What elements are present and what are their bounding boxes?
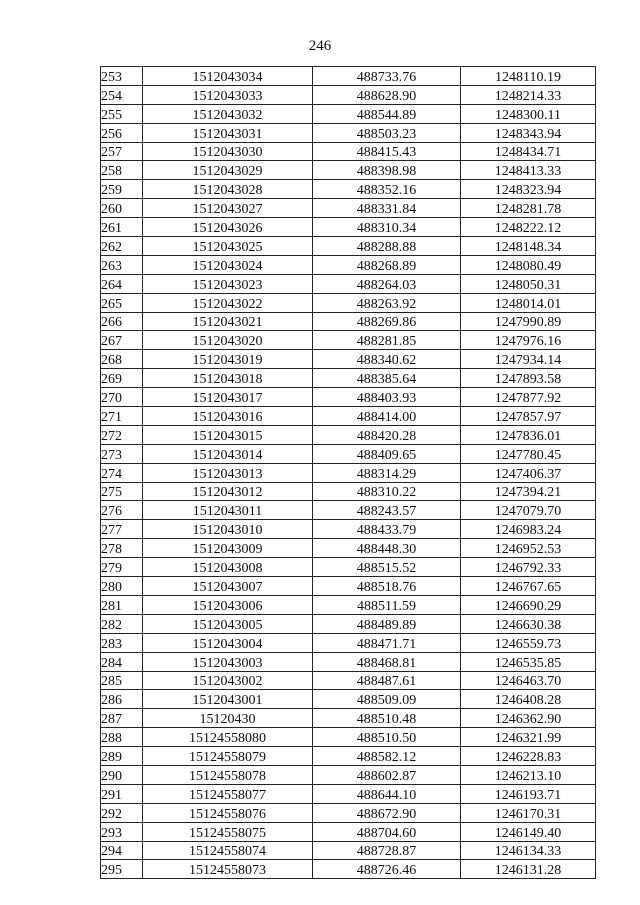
x-coordinate-cell: 488288.88: [313, 237, 461, 256]
y-coordinate-cell: 1246213.10: [461, 765, 596, 784]
x-coordinate-cell: 488264.03: [313, 274, 461, 293]
point-code-cell: 15124558077: [143, 784, 313, 803]
y-coordinate-cell: 1247893.58: [461, 369, 596, 388]
table-row: [101, 463, 596, 482]
point-code-cell: 1512043001: [143, 690, 313, 709]
point-code-cell: 1512043011: [143, 501, 313, 520]
x-coordinate-cell: 488448.30: [313, 539, 461, 558]
table-row: [101, 425, 596, 444]
y-coordinate-cell: 1248434.71: [461, 142, 596, 161]
row-number-cell: 266: [101, 312, 143, 331]
row-number-cell: 280: [101, 577, 143, 596]
point-code-cell: 1512043023: [143, 274, 313, 293]
table-row: [101, 577, 596, 596]
table-row: [101, 85, 596, 104]
row-number-cell: 295: [101, 860, 143, 879]
row-number-cell: 291: [101, 784, 143, 803]
x-coordinate-cell: 488582.12: [313, 747, 461, 766]
x-coordinate-cell: 488544.89: [313, 104, 461, 123]
row-number-cell: 277: [101, 520, 143, 539]
y-coordinate-cell: 1247394.21: [461, 482, 596, 501]
x-coordinate-cell: 488268.89: [313, 255, 461, 274]
row-number-cell: 285: [101, 671, 143, 690]
table-row: [101, 860, 596, 879]
point-code-cell: 15124558080: [143, 728, 313, 747]
y-coordinate-cell: 1247990.89: [461, 312, 596, 331]
x-coordinate-cell: 488340.62: [313, 350, 461, 369]
table-row: [101, 747, 596, 766]
x-coordinate-cell: 488420.28: [313, 425, 461, 444]
x-coordinate-cell: 488398.98: [313, 161, 461, 180]
table-row: [101, 331, 596, 350]
row-number-cell: 257: [101, 142, 143, 161]
x-coordinate-cell: 488471.71: [313, 633, 461, 652]
point-code-cell: 1512043034: [143, 67, 313, 86]
row-number-cell: 259: [101, 180, 143, 199]
table-row: [101, 237, 596, 256]
row-number-cell: 272: [101, 425, 143, 444]
table-row: [101, 633, 596, 652]
y-coordinate-cell: 1248014.01: [461, 293, 596, 312]
y-coordinate-cell: 1248148.34: [461, 237, 596, 256]
point-code-cell: 1512043033: [143, 85, 313, 104]
x-coordinate-cell: 488310.22: [313, 482, 461, 501]
point-code-cell: 1512043015: [143, 425, 313, 444]
y-coordinate-cell: 1246134.33: [461, 841, 596, 860]
table-row: [101, 123, 596, 142]
point-code-cell: 15124558076: [143, 803, 313, 822]
table-row: [101, 407, 596, 426]
y-coordinate-cell: 1247780.45: [461, 444, 596, 463]
row-number-cell: 269: [101, 369, 143, 388]
table-row: [101, 350, 596, 369]
point-code-cell: 1512043020: [143, 331, 313, 350]
table-row: [101, 312, 596, 331]
y-coordinate-cell: 1246463.70: [461, 671, 596, 690]
y-coordinate-cell: 1246131.28: [461, 860, 596, 879]
table-row: [101, 822, 596, 841]
row-number-cell: 261: [101, 218, 143, 237]
table-row: [101, 482, 596, 501]
row-number-cell: 260: [101, 199, 143, 218]
y-coordinate-cell: 1248222.12: [461, 218, 596, 237]
point-code-cell: 1512043003: [143, 652, 313, 671]
y-coordinate-cell: 1247079.70: [461, 501, 596, 520]
row-number-cell: 293: [101, 822, 143, 841]
table-row: [101, 709, 596, 728]
y-coordinate-cell: 1248343.94: [461, 123, 596, 142]
y-coordinate-cell: 1247934.14: [461, 350, 596, 369]
row-number-cell: 267: [101, 331, 143, 350]
y-coordinate-cell: 1246952.53: [461, 539, 596, 558]
table-row: [101, 765, 596, 784]
x-coordinate-cell: 488704.60: [313, 822, 461, 841]
y-coordinate-cell: 1246767.65: [461, 577, 596, 596]
point-code-cell: 1512043010: [143, 520, 313, 539]
row-number-cell: 281: [101, 595, 143, 614]
y-coordinate-cell: 1247877.92: [461, 388, 596, 407]
point-code-cell: 1512043029: [143, 161, 313, 180]
x-coordinate-cell: 488385.64: [313, 369, 461, 388]
table-row: [101, 595, 596, 614]
y-coordinate-cell: 1246170.31: [461, 803, 596, 822]
y-coordinate-cell: 1246690.29: [461, 595, 596, 614]
table-row: [101, 369, 596, 388]
table-row: [101, 501, 596, 520]
row-number-cell: 254: [101, 85, 143, 104]
table-row: [101, 142, 596, 161]
point-code-cell: 1512043014: [143, 444, 313, 463]
y-coordinate-cell: 1246228.83: [461, 747, 596, 766]
row-number-cell: 278: [101, 539, 143, 558]
y-coordinate-cell: 1246983.24: [461, 520, 596, 539]
x-coordinate-cell: 488269.86: [313, 312, 461, 331]
x-coordinate-cell: 488726.46: [313, 860, 461, 879]
coordinates-table-body: [101, 67, 596, 879]
x-coordinate-cell: 488487.61: [313, 671, 461, 690]
point-code-cell: 1512043027: [143, 199, 313, 218]
point-code-cell: 1512043005: [143, 614, 313, 633]
row-number-cell: 286: [101, 690, 143, 709]
point-code-cell: 1512043012: [143, 482, 313, 501]
y-coordinate-cell: 1246792.33: [461, 558, 596, 577]
table-row: [101, 803, 596, 822]
point-code-cell: 1512043016: [143, 407, 313, 426]
coordinates-table: [100, 66, 596, 879]
point-code-cell: 1512043008: [143, 558, 313, 577]
table-row: [101, 841, 596, 860]
x-coordinate-cell: 488733.76: [313, 67, 461, 86]
table-row: [101, 784, 596, 803]
point-code-cell: 1512043031: [143, 123, 313, 142]
x-coordinate-cell: 488281.85: [313, 331, 461, 350]
table-row: [101, 67, 596, 86]
point-code-cell: 15124558079: [143, 747, 313, 766]
row-number-cell: 268: [101, 350, 143, 369]
row-number-cell: 283: [101, 633, 143, 652]
table-row: [101, 444, 596, 463]
table-row: [101, 180, 596, 199]
x-coordinate-cell: 488489.89: [313, 614, 461, 633]
x-coordinate-cell: 488510.48: [313, 709, 461, 728]
point-code-cell: 1512043030: [143, 142, 313, 161]
table-row: [101, 652, 596, 671]
table-row: [101, 558, 596, 577]
point-code-cell: 15120430: [143, 709, 313, 728]
row-number-cell: 263: [101, 255, 143, 274]
row-number-cell: 282: [101, 614, 143, 633]
y-coordinate-cell: 1248281.78: [461, 199, 596, 218]
row-number-cell: 264: [101, 274, 143, 293]
point-code-cell: 1512043013: [143, 463, 313, 482]
row-number-cell: 288: [101, 728, 143, 747]
table-row: [101, 161, 596, 180]
table-row: [101, 520, 596, 539]
point-code-cell: 1512043009: [143, 539, 313, 558]
point-code-cell: 1512043024: [143, 255, 313, 274]
x-coordinate-cell: 488509.09: [313, 690, 461, 709]
x-coordinate-cell: 488310.34: [313, 218, 461, 237]
row-number-cell: 292: [101, 803, 143, 822]
row-number-cell: 258: [101, 161, 143, 180]
point-code-cell: 1512043002: [143, 671, 313, 690]
x-coordinate-cell: 488511.59: [313, 595, 461, 614]
row-number-cell: 271: [101, 407, 143, 426]
row-number-cell: 256: [101, 123, 143, 142]
row-number-cell: 255: [101, 104, 143, 123]
x-coordinate-cell: 488331.84: [313, 199, 461, 218]
row-number-cell: 290: [101, 765, 143, 784]
y-coordinate-cell: 1246408.28: [461, 690, 596, 709]
x-coordinate-cell: 488503.23: [313, 123, 461, 142]
row-number-cell: 275: [101, 482, 143, 501]
x-coordinate-cell: 488510.50: [313, 728, 461, 747]
y-coordinate-cell: 1248413.33: [461, 161, 596, 180]
y-coordinate-cell: 1248214.33: [461, 85, 596, 104]
row-number-cell: 289: [101, 747, 143, 766]
point-code-cell: 1512043017: [143, 388, 313, 407]
y-coordinate-cell: 1246362.90: [461, 709, 596, 728]
table-row: [101, 218, 596, 237]
x-coordinate-cell: 488403.93: [313, 388, 461, 407]
table-row: [101, 539, 596, 558]
x-coordinate-cell: 488515.52: [313, 558, 461, 577]
x-coordinate-cell: 488728.87: [313, 841, 461, 860]
y-coordinate-cell: 1248050.31: [461, 274, 596, 293]
x-coordinate-cell: 488468.81: [313, 652, 461, 671]
table-row: [101, 690, 596, 709]
point-code-cell: 15124558075: [143, 822, 313, 841]
x-coordinate-cell: 488433.79: [313, 520, 461, 539]
y-coordinate-cell: 1248323.94: [461, 180, 596, 199]
x-coordinate-cell: 488672.90: [313, 803, 461, 822]
point-code-cell: 1512043026: [143, 218, 313, 237]
table-row: [101, 274, 596, 293]
point-code-cell: 1512043032: [143, 104, 313, 123]
y-coordinate-cell: 1246193.71: [461, 784, 596, 803]
y-coordinate-cell: 1246321.99: [461, 728, 596, 747]
table-row: [101, 104, 596, 123]
x-coordinate-cell: 488263.92: [313, 293, 461, 312]
point-code-cell: 1512043025: [143, 237, 313, 256]
y-coordinate-cell: 1248110.19: [461, 67, 596, 86]
row-number-cell: 279: [101, 558, 143, 577]
x-coordinate-cell: 488415.43: [313, 142, 461, 161]
point-code-cell: 15124558078: [143, 765, 313, 784]
row-number-cell: 262: [101, 237, 143, 256]
table-row: [101, 255, 596, 274]
point-code-cell: 1512043007: [143, 577, 313, 596]
point-code-cell: 1512043004: [143, 633, 313, 652]
x-coordinate-cell: 488414.00: [313, 407, 461, 426]
page-number: 246: [308, 38, 332, 54]
y-coordinate-cell: 1246559.73: [461, 633, 596, 652]
point-code-cell: 1512043022: [143, 293, 313, 312]
row-number-cell: 274: [101, 463, 143, 482]
y-coordinate-cell: 1247406.37: [461, 463, 596, 482]
point-code-cell: 15124558073: [143, 860, 313, 879]
point-code-cell: 1512043006: [143, 595, 313, 614]
table-row: [101, 199, 596, 218]
x-coordinate-cell: 488602.87: [313, 765, 461, 784]
row-number-cell: 253: [101, 67, 143, 86]
table-row: [101, 388, 596, 407]
table-row: [101, 614, 596, 633]
row-number-cell: 265: [101, 293, 143, 312]
point-code-cell: 1512043028: [143, 180, 313, 199]
y-coordinate-cell: 1246535.85: [461, 652, 596, 671]
point-code-cell: 15124558074: [143, 841, 313, 860]
row-number-cell: 284: [101, 652, 143, 671]
table-row: [101, 728, 596, 747]
y-coordinate-cell: 1248300.11: [461, 104, 596, 123]
x-coordinate-cell: 488243.57: [313, 501, 461, 520]
row-number-cell: 287: [101, 709, 143, 728]
table-row: [101, 671, 596, 690]
row-number-cell: 273: [101, 444, 143, 463]
x-coordinate-cell: 488409.65: [313, 444, 461, 463]
x-coordinate-cell: 488352.16: [313, 180, 461, 199]
row-number-cell: 276: [101, 501, 143, 520]
y-coordinate-cell: 1246149.40: [461, 822, 596, 841]
y-coordinate-cell: 1247857.97: [461, 407, 596, 426]
x-coordinate-cell: 488314.29: [313, 463, 461, 482]
y-coordinate-cell: 1247836.01: [461, 425, 596, 444]
y-coordinate-cell: 1247976.16: [461, 331, 596, 350]
x-coordinate-cell: 488644.10: [313, 784, 461, 803]
x-coordinate-cell: 488628.90: [313, 85, 461, 104]
y-coordinate-cell: 1246630.38: [461, 614, 596, 633]
x-coordinate-cell: 488518.76: [313, 577, 461, 596]
y-coordinate-cell: 1248080.49: [461, 255, 596, 274]
point-code-cell: 1512043019: [143, 350, 313, 369]
row-number-cell: 270: [101, 388, 143, 407]
point-code-cell: 1512043018: [143, 369, 313, 388]
row-number-cell: 294: [101, 841, 143, 860]
table-row: [101, 293, 596, 312]
point-code-cell: 1512043021: [143, 312, 313, 331]
